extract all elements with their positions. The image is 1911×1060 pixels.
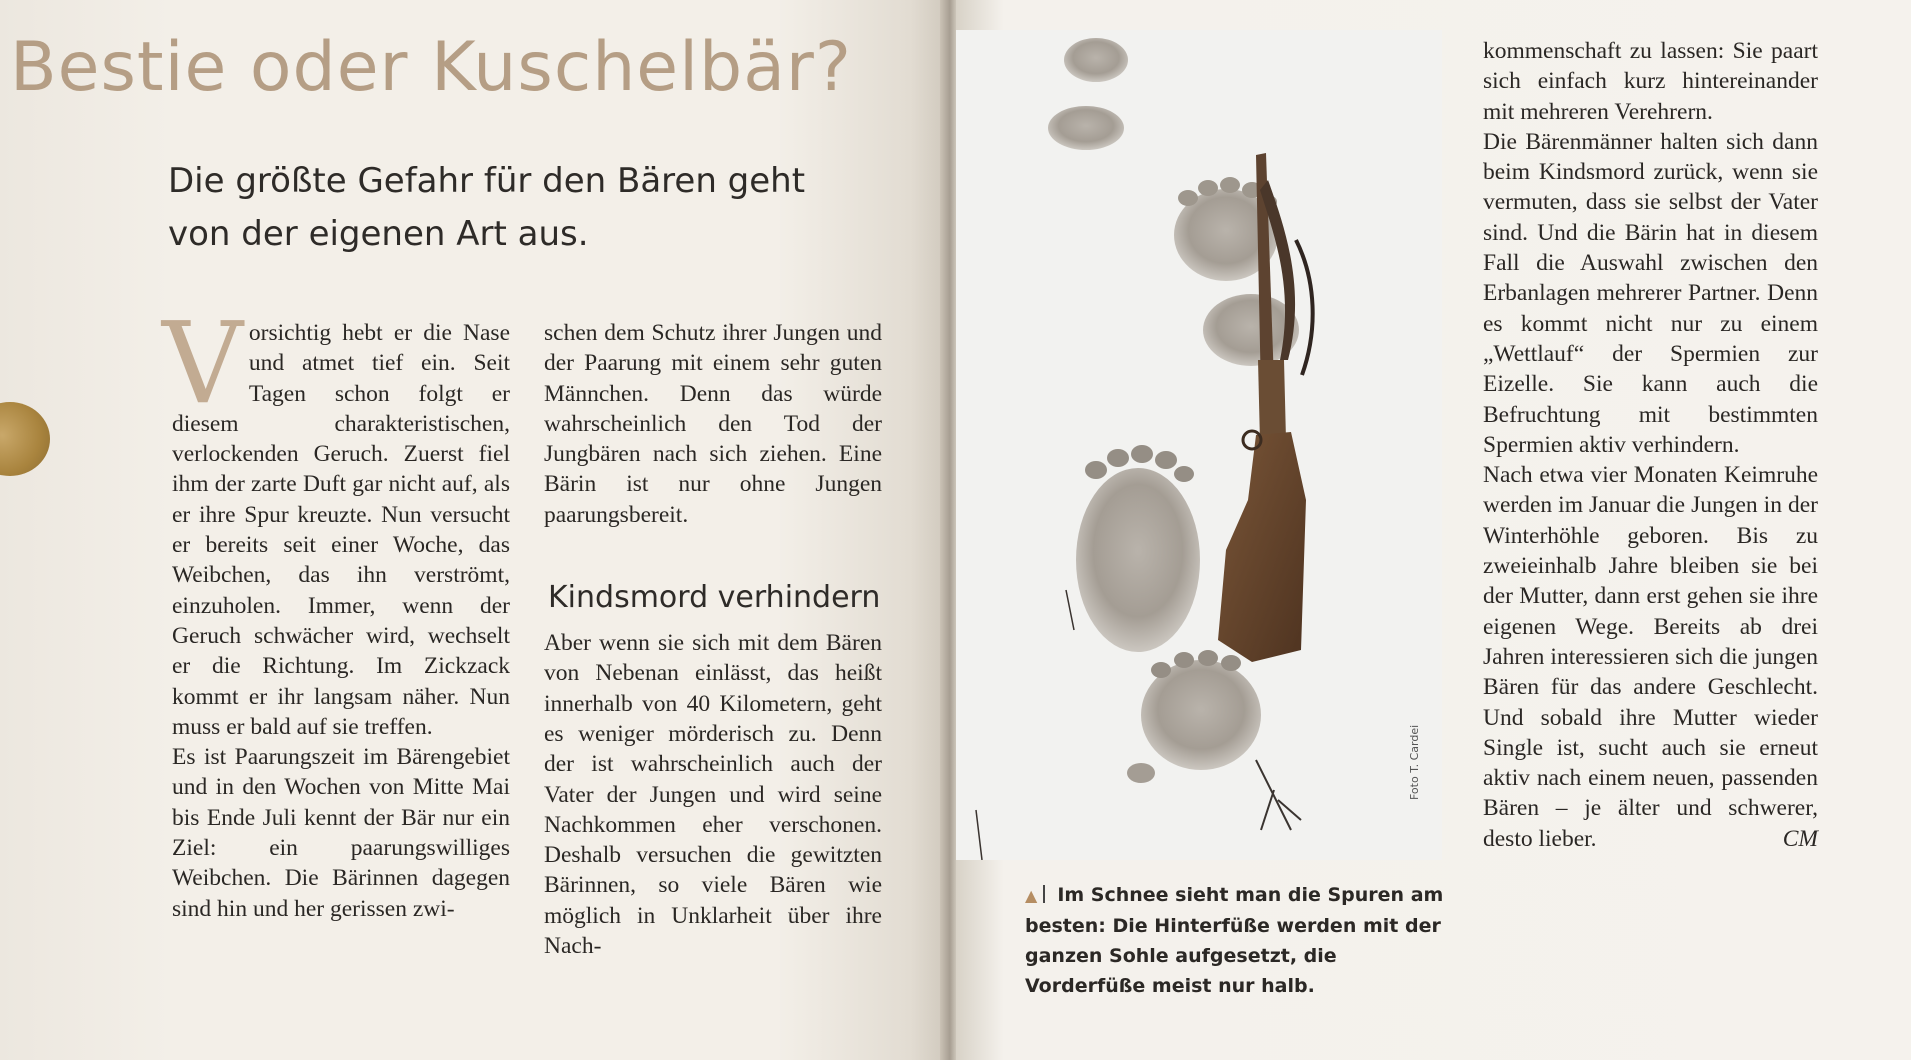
bear-tracks-photo [956, 30, 1442, 860]
bear-paw-image-edge [0, 402, 50, 476]
photo-credit: Foto T. Cardei [1408, 724, 1421, 800]
paw-print-small-2 [1048, 106, 1124, 150]
subheadline: Die größte Gefahr für den Bären geht von der eigenen Art aus. [168, 161, 806, 254]
caption-divider [1043, 885, 1045, 903]
author-signature: CM [1782, 826, 1818, 853]
snow-tracks-rifle-illustration [956, 30, 1442, 860]
text-column-2 [544, 318, 882, 961]
text-column-1 [162, 299, 510, 924]
paragraph-infanticide: Die Bärenmänner halten sich dann beim Kindsmord zurück, wenn sie vermuten, dass sie selbst der Vater sind. Und die Bärin hat in diesem Fall die Auswahl zwischen den Erbanlagen mehrerer Partner. Denn es kommt nicht nur zu einem „Wettlauf“ der Spermien zur Eizelle. Sie kann auch die Befruchtung mit bestimmten Spermien aktiv verhindern. [1483, 128, 1818, 458]
paragraph-mating-season: Es ist Paarungszeit im Bärengebiet und in den Wochen von Mitte Mai bis Ende Juli kennt der Bär nur ein Ziel: ein paarungswilliges Weibchen. Die Bärinnen dagegen sind hin und her gerissen zwi- [172, 744, 510, 922]
headline: Bestie oder Kuschelbär? [10, 28, 852, 107]
intro-text: orsichtig hebt er die Nase und atmet tief ein. Seit Tagen schon folgt er diesem charakteristischen, verlockenden Geruch. Zuerst fiel ihm der zarte Duft gar nicht auf, als er ihre Spur kreuzte. Nun versucht er bereits seit einer Woche, das Weibchen, das ihn verströmt, einzuholen. Immer, wenn der Geruch schwächer wird, wechselt er die Richtung. Im Zickzack kommt er ihr langsam näher. Nun muss er bald auf sie treffen. [172, 320, 510, 740]
paragraph-offspring: kommenschaft zu lassen: Sie paart sich einfach kurz hintereinander mit mehreren Verehrern. [1483, 38, 1818, 125]
intro-paragraph [162, 299, 510, 742]
photo-caption [1025, 880, 1445, 1001]
caption-triangle-icon: ▲ [1025, 886, 1038, 905]
caption-text: Im Schnee sieht man die Spuren am besten: Die Hinterfüße werden mit der ganzen Sohle aufgesetzt, die Vorderfüße meist nur halb. [1025, 884, 1444, 997]
text-column-3 [1483, 36, 1818, 854]
paragraph-cubs: Nach etwa vier Monaten Keimruhe werden im Januar die Jungen in der Winterhöhle geboren. Bis zu zweieinhalb Jahre bleiben sie bei der Mutter, dann erst gehen sie ihre eigenen Wege. Bereits ab drei Jahren interessieren sich die jungen Bären für das andere Geschlecht. Und sobald ihre Mutter wieder Single ist, sucht auch sie erneut aktiv nach einem neuen, passenden Bären – je älter und schwerer, desto lieber. [1483, 462, 1818, 852]
left-page [0, 0, 948, 1060]
section-heading: Kindsmord verhindern [548, 580, 881, 616]
paragraph-neighbor: Aber wenn sie sich mit dem Bären von Nebenan einlässt, das heißt innerhalb von 40 Kilometern, geht es weniger mörderisch zu. Denn der ist wahrscheinlich auch der Vater der Jungen und wird seine Nachkommen eher verschonen. Deshalb versuchen die gewitzten Bärinnen, so viele Bären wie möglich in Unklarheit über ihre Nach- [544, 630, 882, 960]
paw-print-small-1 [1064, 38, 1128, 82]
paragraph-protection: schen dem Schutz ihrer Jungen und der Paarung mit einem sehr guten Männchen. Denn das würde wahrscheinlich den Tod der Jungbären nach sich ziehen. Eine Bärin ist nur ohne Jungen paarungsbereit. [544, 320, 882, 528]
drop-cap: V [162, 299, 243, 429]
paw-print-hind-large [1076, 445, 1200, 652]
